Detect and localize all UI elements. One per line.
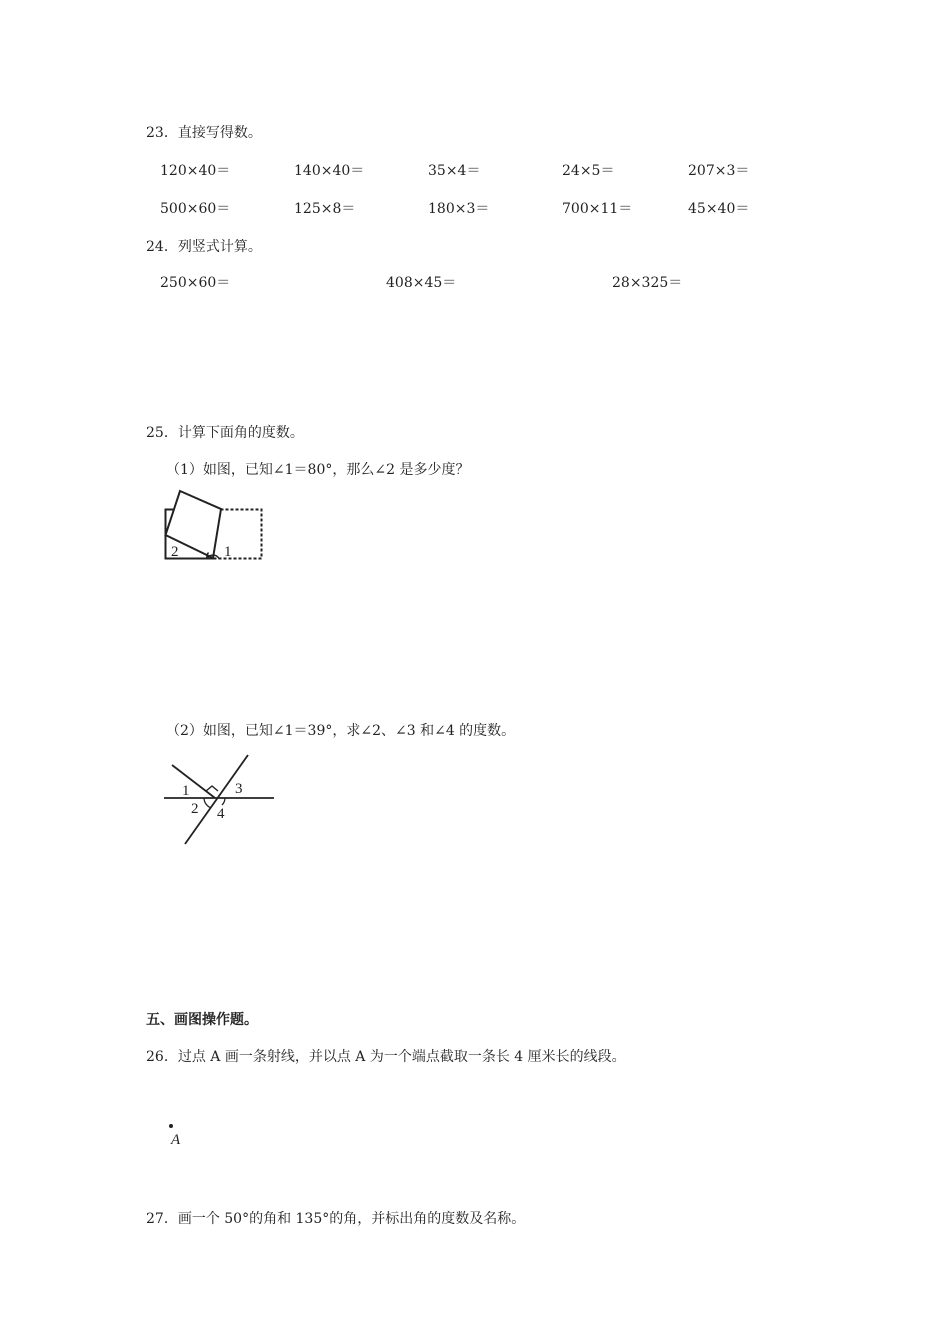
q24-title: 24．列竖式计算。 — [146, 239, 262, 255]
q23-r2-c4: 700×11＝ — [562, 201, 633, 217]
q26-title: 26．过点 A 画一条射线，并以点 A 为一个端点截取一条长 4 厘米长的线段。 — [146, 1049, 626, 1065]
q23-r2-c3: 180×3＝ — [428, 201, 490, 217]
q24-item-3: 28×325＝ — [612, 275, 683, 291]
angles-label-3: 3 — [235, 781, 243, 797]
q23-r1-c4: 24×5＝ — [562, 163, 615, 179]
point-a-dot — [169, 1124, 173, 1128]
q23-r1-c5: 207×3＝ — [688, 163, 750, 179]
q25-sub1: （1）如图，已知∠1＝80°，那么∠2 是多少度？ — [166, 462, 470, 478]
q23-title: 23．直接写得数。 — [146, 125, 262, 141]
right-angle-mark — [206, 786, 218, 791]
angles-label-2: 2 — [191, 801, 199, 817]
angles-label-1: 1 — [182, 783, 190, 799]
fold-label-1: 1 — [224, 544, 232, 560]
angles-figure — [160, 752, 280, 852]
slanted-line — [185, 755, 248, 844]
angle4-arc-fig2 — [222, 798, 225, 805]
fold-figure — [160, 486, 270, 566]
angle2-arc-fig2 — [204, 798, 211, 808]
q23-r1-c2: 140×40＝ — [294, 163, 365, 179]
point-a-label: A — [171, 1132, 181, 1148]
q27-title: 27．画一个 50°的角和 135°的角，并标出角的度数及名称。 — [146, 1211, 526, 1227]
section5-title: 五、画图操作题。 — [146, 1012, 258, 1028]
q24-item-1: 250×60＝ — [160, 275, 231, 291]
ray-upper-left — [172, 765, 215, 798]
q23-r2-c2: 125×8＝ — [294, 201, 356, 217]
q25-sub2: （2）如图，已知∠1＝39°，求∠2、∠3 和∠4 的度数。 — [166, 723, 516, 739]
q23-r2-c1: 500×60＝ — [160, 201, 231, 217]
q24-item-2: 408×45＝ — [386, 275, 457, 291]
q23-r1-c1: 120×40＝ — [160, 163, 231, 179]
angles-label-4: 4 — [217, 806, 225, 822]
q25-title: 25．计算下面角的度数。 — [146, 425, 304, 441]
q23-r1-c3: 35×4＝ — [428, 163, 481, 179]
q23-r2-c5: 45×40＝ — [688, 201, 750, 217]
fold-label-2: 2 — [171, 544, 179, 560]
